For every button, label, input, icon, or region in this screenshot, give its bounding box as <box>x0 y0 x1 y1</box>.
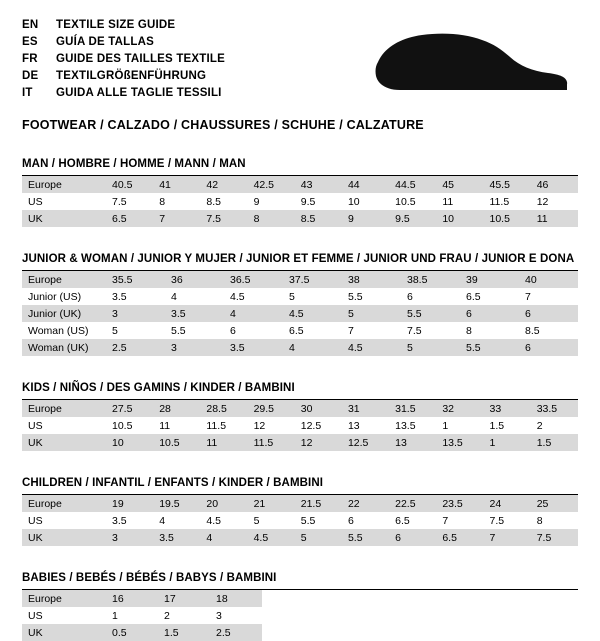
size-cell: 6 <box>389 529 436 546</box>
table-row <box>22 271 578 288</box>
language-title-list <box>22 16 225 101</box>
size-cell: 12.5 <box>342 434 389 451</box>
size-cell: 11.5 <box>484 193 531 210</box>
size-cell: 20 <box>200 495 247 512</box>
size-cell: 5.5 <box>165 322 224 339</box>
header <box>22 16 578 102</box>
size-cell: 8.5 <box>295 210 342 227</box>
size-cell: 5 <box>342 305 401 322</box>
language-code: EN <box>22 19 39 31</box>
size-cell: 13.5 <box>436 434 483 451</box>
size-cell: 6 <box>460 305 519 322</box>
row-label: US <box>22 512 106 529</box>
size-cell: 2.5 <box>210 624 262 641</box>
size-cell: 12 <box>248 417 295 434</box>
size-cell: 23.5 <box>436 495 483 512</box>
size-cell: 4 <box>283 339 342 356</box>
size-cell: 36 <box>165 271 224 288</box>
size-cell: 3 <box>106 305 165 322</box>
size-cell: 46 <box>531 176 578 193</box>
size-cell: 4.5 <box>224 288 283 305</box>
footwear-heading: FOOTWEAR / CALZADO / CHAUSSURES / SCHUHE / CALZATURE <box>22 118 424 132</box>
size-cell: 1.5 <box>531 434 578 451</box>
row-label: UK <box>22 624 106 641</box>
size-cell: 39 <box>460 271 519 288</box>
size-cell: 7.5 <box>200 210 247 227</box>
language-code: IT <box>22 87 33 99</box>
section-babies <box>22 572 578 641</box>
size-cell: 37.5 <box>283 271 342 288</box>
row-label: Europe <box>22 400 106 417</box>
language-title: GUIDE DES TAILLES TEXTILE <box>56 53 225 65</box>
size-cell: 7 <box>342 322 401 339</box>
size-cell: 3.5 <box>165 305 224 322</box>
size-cell: 2 <box>531 417 578 434</box>
size-cell: 6.5 <box>436 529 483 546</box>
row-label: US <box>22 193 106 210</box>
size-cell: 1 <box>106 607 158 624</box>
table-row <box>22 529 578 546</box>
size-cell: 11 <box>153 417 200 434</box>
size-cell: 9 <box>248 193 295 210</box>
size-cell: 0.5 <box>106 624 158 641</box>
table-row <box>22 193 578 210</box>
size-cell: 7 <box>519 288 578 305</box>
size-cell: 4 <box>165 288 224 305</box>
size-cell: 12 <box>295 434 342 451</box>
size-cell: 8 <box>460 322 519 339</box>
size-cell: 38.5 <box>401 271 460 288</box>
size-cell: 10.5 <box>484 210 531 227</box>
size-cell: 7.5 <box>106 193 153 210</box>
size-cell: 7.5 <box>531 529 578 546</box>
section-man <box>22 158 578 227</box>
section-title: CHILDREN / INFANTIL / ENFANTS / KINDER / BAMBINI <box>22 477 324 489</box>
row-label: Woman (UK) <box>22 339 106 356</box>
size-cell: 8 <box>531 512 578 529</box>
size-cell: 31.5 <box>389 400 436 417</box>
size-cell: 6.5 <box>389 512 436 529</box>
size-table <box>22 271 578 356</box>
size-cell: 5 <box>401 339 460 356</box>
dress-shoe-icon <box>370 26 570 102</box>
size-cell: 2 <box>158 607 210 624</box>
row-label: UK <box>22 529 106 546</box>
language-code: FR <box>22 53 38 65</box>
table-row <box>22 417 578 434</box>
table-row <box>22 176 578 193</box>
size-cell: 1.5 <box>158 624 210 641</box>
size-cell: 13 <box>389 434 436 451</box>
size-cell: 25 <box>531 495 578 512</box>
size-cell: 4 <box>224 305 283 322</box>
size-cell: 44.5 <box>389 176 436 193</box>
size-cell: 7 <box>484 529 531 546</box>
size-cell: 5.5 <box>401 305 460 322</box>
size-cell: 10.5 <box>153 434 200 451</box>
language-row <box>22 52 225 67</box>
size-cell: 16 <box>106 590 158 607</box>
size-cell: 5 <box>283 288 342 305</box>
table-row <box>22 434 578 451</box>
table-row <box>22 322 578 339</box>
size-cell: 41 <box>153 176 200 193</box>
size-table <box>22 400 578 451</box>
size-cell: 8 <box>248 210 295 227</box>
size-cell: 6 <box>342 512 389 529</box>
size-cell: 10 <box>436 210 483 227</box>
table-row <box>22 288 578 305</box>
size-cell: 12.5 <box>295 417 342 434</box>
size-cell: 6 <box>519 339 578 356</box>
size-cell: 3.5 <box>106 288 165 305</box>
size-cell: 6 <box>401 288 460 305</box>
language-code: ES <box>22 36 38 48</box>
row-label: Europe <box>22 590 106 607</box>
size-cell: 24 <box>484 495 531 512</box>
row-label: Europe <box>22 176 106 193</box>
language-title: GUÍA DE TALLAS <box>56 36 154 48</box>
size-cell: 13.5 <box>389 417 436 434</box>
size-cell: 6 <box>224 322 283 339</box>
size-cell: 31 <box>342 400 389 417</box>
language-title: TEXTILE SIZE GUIDE <box>56 19 176 31</box>
size-cell: 9.5 <box>295 193 342 210</box>
size-cell: 18 <box>210 590 262 607</box>
sections-root <box>22 158 578 641</box>
size-cell: 8 <box>153 193 200 210</box>
size-cell: 5 <box>295 529 342 546</box>
size-cell: 9 <box>342 210 389 227</box>
language-row <box>22 18 225 33</box>
size-cell: 1.5 <box>484 417 531 434</box>
size-cell: 5.5 <box>460 339 519 356</box>
size-cell: 11.5 <box>200 417 247 434</box>
size-cell: 6.5 <box>106 210 153 227</box>
size-cell: 1 <box>484 434 531 451</box>
size-cell: 21.5 <box>295 495 342 512</box>
language-row <box>22 69 225 84</box>
size-cell: 27.5 <box>106 400 153 417</box>
language-code: DE <box>22 70 39 82</box>
size-cell: 7.5 <box>401 322 460 339</box>
size-cell: 5 <box>106 322 165 339</box>
row-label: Woman (US) <box>22 322 106 339</box>
size-cell: 5.5 <box>342 288 401 305</box>
size-cell: 42 <box>200 176 247 193</box>
size-table <box>22 590 262 641</box>
size-table <box>22 176 578 227</box>
size-cell: 5 <box>248 512 295 529</box>
size-cell: 43 <box>295 176 342 193</box>
size-cell: 22 <box>342 495 389 512</box>
size-cell: 6.5 <box>283 322 342 339</box>
size-cell: 17 <box>158 590 210 607</box>
size-cell: 3.5 <box>224 339 283 356</box>
row-label: UK <box>22 434 106 451</box>
table-row <box>22 624 262 641</box>
size-cell: 42.5 <box>248 176 295 193</box>
size-cell: 19 <box>106 495 153 512</box>
size-cell: 22.5 <box>389 495 436 512</box>
section-title: MAN / HOMBRE / HOMME / MANN / MAN <box>22 158 246 170</box>
size-cell: 3 <box>210 607 262 624</box>
size-cell: 45.5 <box>484 176 531 193</box>
row-label: US <box>22 417 106 434</box>
size-cell: 33.5 <box>531 400 578 417</box>
section-kids <box>22 382 578 451</box>
size-cell: 36.5 <box>224 271 283 288</box>
row-label: Europe <box>22 271 106 288</box>
size-cell: 32 <box>436 400 483 417</box>
size-cell: 8.5 <box>519 322 578 339</box>
size-cell: 11 <box>531 210 578 227</box>
size-cell: 40.5 <box>106 176 153 193</box>
size-cell: 7.5 <box>484 512 531 529</box>
language-title: GUIDA ALLE TAGLIE TESSILI <box>56 87 222 99</box>
size-cell: 3.5 <box>153 529 200 546</box>
size-cell: 10 <box>342 193 389 210</box>
size-cell: 6.5 <box>460 288 519 305</box>
size-cell: 38 <box>342 271 401 288</box>
section-children <box>22 477 578 546</box>
size-table <box>22 495 578 546</box>
section-title: JUNIOR & WOMAN / JUNIOR Y MUJER / JUNIOR ET FEMME / JUNIOR UND FRAU / JUNIOR E DONA <box>22 253 575 265</box>
table-row <box>22 210 578 227</box>
row-label: UK <box>22 210 106 227</box>
size-cell: 6 <box>519 305 578 322</box>
size-cell: 45 <box>436 176 483 193</box>
row-label: Europe <box>22 495 106 512</box>
size-cell: 4 <box>200 529 247 546</box>
table-row <box>22 339 578 356</box>
size-cell: 3 <box>106 529 153 546</box>
size-cell: 11 <box>436 193 483 210</box>
size-cell: 10.5 <box>389 193 436 210</box>
table-row <box>22 607 262 624</box>
size-cell: 4.5 <box>283 305 342 322</box>
row-label: Junior (UK) <box>22 305 106 322</box>
table-row <box>22 400 578 417</box>
table-row <box>22 512 578 529</box>
size-cell: 28.5 <box>200 400 247 417</box>
size-cell: 28 <box>153 400 200 417</box>
size-cell: 12 <box>531 193 578 210</box>
size-cell: 30 <box>295 400 342 417</box>
size-cell: 4.5 <box>248 529 295 546</box>
size-cell: 8.5 <box>200 193 247 210</box>
size-cell: 11.5 <box>248 434 295 451</box>
size-cell: 3.5 <box>106 512 153 529</box>
size-cell: 4.5 <box>200 512 247 529</box>
table-row <box>22 495 578 512</box>
size-cell: 9.5 <box>389 210 436 227</box>
size-cell: 21 <box>248 495 295 512</box>
size-cell: 11 <box>200 434 247 451</box>
size-cell: 4.5 <box>342 339 401 356</box>
size-cell: 13 <box>342 417 389 434</box>
table-row <box>22 590 262 607</box>
size-cell: 29.5 <box>248 400 295 417</box>
section-junior-woman <box>22 253 578 356</box>
section-title: KIDS / NIÑOS / DES GAMINS / KINDER / BAMBINI <box>22 382 295 394</box>
size-cell: 40 <box>519 271 578 288</box>
language-title: TEXTILGRÖßENFÜHRUNG <box>56 70 207 82</box>
size-cell: 5.5 <box>342 529 389 546</box>
size-cell: 10.5 <box>106 417 153 434</box>
language-row <box>22 35 225 50</box>
size-cell: 19.5 <box>153 495 200 512</box>
size-cell: 10 <box>106 434 153 451</box>
size-cell: 3 <box>165 339 224 356</box>
size-cell: 7 <box>436 512 483 529</box>
size-cell: 1 <box>436 417 483 434</box>
size-cell: 44 <box>342 176 389 193</box>
row-label: US <box>22 607 106 624</box>
section-title: BABIES / BEBÉS / BÉBÉS / BABYS / BAMBINI <box>22 572 277 584</box>
size-cell: 7 <box>153 210 200 227</box>
table-row <box>22 305 578 322</box>
size-cell: 33 <box>484 400 531 417</box>
row-label: Junior (US) <box>22 288 106 305</box>
size-cell: 35.5 <box>106 271 165 288</box>
size-cell: 2.5 <box>106 339 165 356</box>
size-cell: 5.5 <box>295 512 342 529</box>
language-row <box>22 86 225 101</box>
size-cell: 4 <box>153 512 200 529</box>
